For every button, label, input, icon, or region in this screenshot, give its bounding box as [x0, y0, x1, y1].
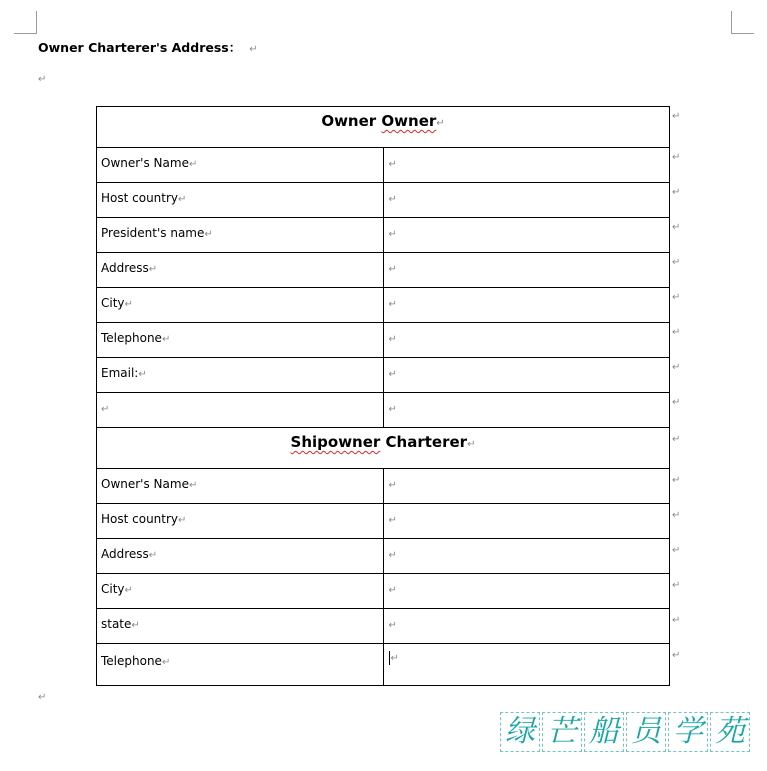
cell-end-mark-icon: ↵ [161, 334, 171, 345]
label-cell[interactable] [97, 323, 384, 358]
cell-end-mark-icon: ↵ [131, 620, 140, 631]
table-row [97, 644, 670, 686]
section-title-row [97, 107, 670, 148]
row-label: Telephone [101, 331, 162, 345]
value-cell[interactable] [383, 504, 670, 539]
value-cell[interactable] [383, 358, 670, 393]
row-end-mark-icon: ↵ [672, 362, 681, 373]
row-end-mark-icon: ↵ [672, 615, 681, 626]
cell-end-mark-icon: ↵ [388, 515, 397, 526]
cell-end-mark-icon: ↵ [101, 404, 110, 415]
cell-end-mark-icon: ↵ [388, 585, 397, 596]
value-cell[interactable] [383, 469, 670, 504]
label-cell[interactable] [97, 609, 384, 644]
cell-end-mark-icon: ↵ [388, 620, 397, 631]
row-end-mark-icon: ↵ [672, 327, 681, 338]
owner-charterer-table [96, 106, 670, 686]
table-row [97, 469, 670, 504]
value-cell[interactable] [383, 183, 670, 218]
row-end-mark-icon: ↵ [672, 510, 681, 521]
section-title-prefix: Owner [321, 112, 382, 130]
value-cell[interactable] [383, 218, 670, 253]
section-title-owner[interactable] [97, 107, 670, 148]
table-row [97, 393, 670, 428]
label-cell[interactable] [97, 393, 384, 428]
label-cell[interactable] [97, 358, 384, 393]
row-label: Telephone [101, 654, 162, 668]
watermark-char: 学 [668, 712, 708, 752]
cell-end-mark-icon: ↵ [390, 653, 399, 664]
row-end-mark-icon: ↵ [672, 397, 681, 408]
row-end-mark-icon: ↵ [672, 545, 681, 556]
document-heading[interactable] [38, 38, 258, 56]
table-row [97, 609, 670, 644]
label-cell[interactable] [97, 253, 384, 288]
section-title-misspelled-word: Shipowner [290, 433, 381, 451]
cell-end-mark-icon: ↵ [467, 439, 476, 450]
row-label: Address [101, 261, 149, 275]
cell-end-mark-icon: ↵ [388, 334, 397, 345]
row-label: Owner's Name [101, 156, 189, 170]
watermark-char: 苑 [710, 712, 750, 752]
section-title-shipowner[interactable] [97, 428, 670, 469]
label-cell[interactable] [97, 644, 384, 686]
cell-end-mark-icon: ↵ [188, 480, 198, 491]
label-cell[interactable] [97, 288, 384, 323]
cell-end-mark-icon: ↵ [188, 159, 198, 170]
row-end-mark-icon: ↵ [672, 475, 681, 486]
cell-end-mark-icon: ↵ [124, 299, 133, 310]
table-row [97, 218, 670, 253]
label-cell[interactable] [97, 218, 384, 253]
table-row [97, 504, 670, 539]
table-row [97, 358, 670, 393]
table-row [97, 539, 670, 574]
row-label: City [101, 296, 125, 310]
page-corner-top-left [14, 11, 37, 34]
cell-end-mark-icon: ↵ [388, 159, 397, 170]
cell-end-mark-icon: ↵ [204, 229, 213, 240]
section-title-row [97, 428, 670, 469]
cell-end-mark-icon: ↵ [436, 118, 445, 129]
value-cell[interactable] [383, 148, 670, 183]
watermark-char: 船 [584, 712, 624, 752]
watermark-char: 绿 [500, 712, 540, 752]
row-end-mark-icon: ↵ [672, 292, 681, 303]
row-label: Host country [101, 512, 179, 526]
row-end-mark-icon: ↵ [672, 580, 681, 591]
section-title-suffix: Charterer [380, 433, 468, 451]
label-cell[interactable] [97, 469, 384, 504]
row-end-mark-icon: ↵ [672, 257, 681, 268]
row-label: Email: [101, 366, 139, 380]
cell-end-mark-icon: ↵ [388, 194, 397, 205]
paragraph-mark-icon: ↵ [249, 44, 258, 55]
label-cell[interactable] [97, 574, 384, 609]
value-cell[interactable] [383, 574, 670, 609]
label-cell[interactable] [97, 148, 384, 183]
row-label: President's name [101, 226, 205, 240]
table-row [97, 323, 670, 358]
heading-text[interactable]: Owner Charterer's Address： [38, 40, 242, 55]
row-end-mark-icon: ↵ [672, 222, 681, 233]
cell-end-mark-icon: ↵ [388, 369, 397, 380]
paragraph-mark-icon: ↵ [38, 692, 47, 703]
value-cell-active[interactable] [383, 644, 670, 686]
label-cell[interactable] [97, 183, 384, 218]
cell-end-mark-icon: ↵ [388, 229, 397, 240]
cell-end-mark-icon: ↵ [388, 550, 397, 561]
row-label: Address [101, 547, 149, 561]
row-label: Owner's Name [101, 477, 189, 491]
table-row [97, 253, 670, 288]
paragraph-mark-icon: ↵ [38, 74, 47, 85]
value-cell[interactable] [383, 539, 670, 574]
watermark-char: 员 [626, 712, 666, 752]
value-cell[interactable] [383, 288, 670, 323]
value-cell[interactable] [383, 609, 670, 644]
row-label: Host country [101, 191, 179, 205]
row-end-mark-icon: ↵ [672, 434, 681, 445]
value-cell[interactable] [383, 323, 670, 358]
row-label: state [101, 617, 132, 631]
table-row [97, 183, 670, 218]
label-cell[interactable] [97, 504, 384, 539]
table-row [97, 148, 670, 183]
value-cell[interactable] [383, 253, 670, 288]
cell-end-mark-icon: ↵ [388, 480, 397, 491]
cell-end-mark-icon: ↵ [148, 550, 158, 561]
cell-end-mark-icon: ↵ [178, 194, 187, 205]
value-cell[interactable] [383, 393, 670, 428]
cell-end-mark-icon: ↵ [124, 585, 133, 596]
cell-end-mark-icon: ↵ [138, 369, 147, 380]
cell-end-mark-icon: ↵ [388, 404, 397, 415]
watermark-logo [500, 712, 750, 752]
table-row [97, 288, 670, 323]
page-corner-top-right [731, 11, 754, 34]
row-label: City [101, 582, 125, 596]
table-row [97, 574, 670, 609]
row-end-mark-icon: ↵ [672, 152, 681, 163]
row-end-mark-icon: ↵ [672, 650, 681, 661]
cell-end-mark-icon: ↵ [148, 264, 158, 275]
row-end-mark-icon: ↵ [672, 111, 681, 122]
cell-end-mark-icon: ↵ [161, 657, 171, 668]
row-end-mark-icon: ↵ [672, 187, 681, 198]
cell-end-mark-icon: ↵ [388, 264, 397, 275]
text-cursor [389, 651, 390, 665]
cell-end-mark-icon: ↵ [388, 299, 397, 310]
watermark-char: 芒 [542, 712, 582, 752]
cell-end-mark-icon: ↵ [178, 515, 187, 526]
label-cell[interactable] [97, 539, 384, 574]
section-title-misspelled-word: Owner [381, 112, 437, 130]
